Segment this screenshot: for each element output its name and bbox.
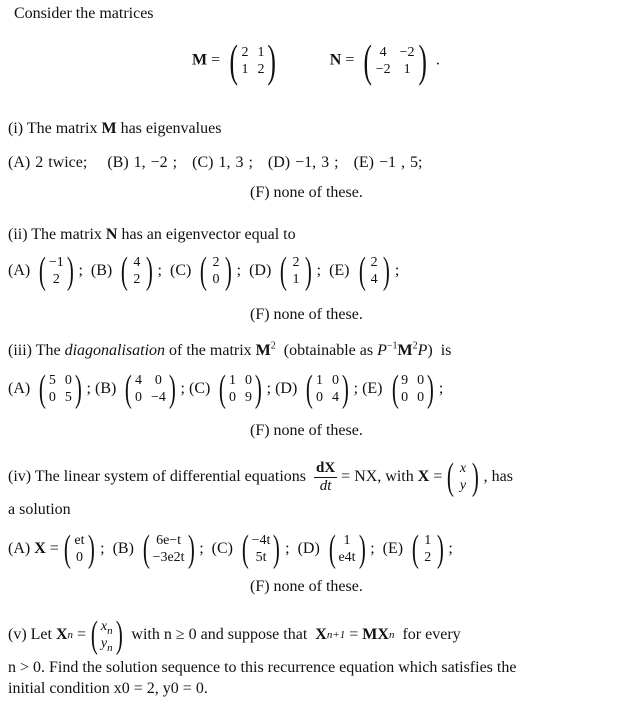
- q2-option-c[interactable]: (C) ( 2 0 ) ;: [169, 250, 242, 292]
- q4-x-vector: ( x y ): [447, 456, 479, 498]
- matrix-m: ( 2 1 1 2 ): [229, 35, 277, 86]
- q1-option-a[interactable]: (A) 2 twice;: [8, 154, 88, 171]
- q3-option-e[interactable]: (E) ( 9 0 0 0 ) ;: [362, 368, 444, 410]
- q5-line3: initial condition x0 = 2, y0 = 0.: [8, 680, 208, 697]
- q3-options: [8, 367, 443, 411]
- matrix-m-label: M: [192, 51, 208, 69]
- q4-prompt: (iv) The linear system of differential equations $\frac{dX}{dt}$ = NX, with X = ( x y ) , has: [8, 456, 513, 498]
- q4-option-e[interactable]: (E) ( 1 2 ) ;: [382, 528, 453, 570]
- matrix-n-label: N: [329, 51, 342, 69]
- q5-xn-vector: ( $x_n$ $y_n$ ): [90, 614, 123, 656]
- q3-option-d[interactable]: (D) ( 1 0 0 4 ) ;: [275, 368, 359, 410]
- q3-option-c[interactable]: (C) ( 1 0 0 9 ) ;: [188, 368, 272, 410]
- q4-option-a[interactable]: (A) X = ( et 0 ) ;: [8, 528, 105, 570]
- q2-prompt: (ii) The matrix N has an eigenvector equal to: [8, 226, 296, 243]
- q1-option-b[interactable]: (B) 1, −2 ;: [107, 154, 178, 171]
- q4-options: [8, 525, 453, 573]
- q3-option-a[interactable]: (A) ( 5 0 0 5 ) ;: [8, 368, 91, 410]
- q4-option-d[interactable]: (D) ( 1 e4t ) ;: [297, 528, 375, 570]
- intro-text: Consider the matrices: [14, 5, 154, 22]
- q2-option-f[interactable]: (F) none of these.: [250, 306, 363, 323]
- matrix-n: ( 4 −2 −2 1 ): [363, 35, 427, 86]
- q3-option-b[interactable]: (B) ( 4 0 0 −4 ) ;: [94, 368, 185, 410]
- q2-option-b[interactable]: (B) ( 4 2 ) ;: [90, 250, 162, 292]
- q4-option-b[interactable]: (B) ( 6e−t −3e2t ) ;: [112, 528, 204, 570]
- q1-prompt: (i) The matrix M has eigenvalues: [8, 120, 222, 137]
- q5-prompt: (v) Let X n = ( $x_n$ $y_n$ ) with n ≥ 0 and suppose that X n+1 = MX n for every: [8, 614, 461, 656]
- q1-option-c[interactable]: (C) 1, 3 ;: [192, 154, 253, 171]
- q1-option-f[interactable]: (F) none of these.: [250, 184, 363, 201]
- q5-line2: n > 0. Find the solution sequence to this recurrence equation which satisfies the: [8, 659, 517, 676]
- q4-option-c[interactable]: (C) ( −4t 5t ) ;: [211, 528, 290, 570]
- q2-option-e[interactable]: (E) ( 2 4 ) ;: [329, 250, 400, 292]
- q4-option-f[interactable]: (F) none of these.: [250, 578, 363, 595]
- q2-option-d[interactable]: (D) ( 2 1 ) ;: [249, 250, 322, 292]
- q1-options: [8, 153, 422, 173]
- matrix-definitions: M = ( 2 1 1 2 ) N = ( 4 −2 −2 1 ) .: [192, 35, 440, 86]
- q3-prompt: (iii) The diagonalisation of the matrix $M^2$ (obtainable as $P^{-1}M^2P$) is: [8, 340, 452, 359]
- q2-options: [8, 249, 399, 293]
- q2-option-a[interactable]: (A) ( −1 2 ) ;: [8, 250, 83, 292]
- q4-derivative: $\frac{dX}{dt}$: [315, 459, 336, 494]
- q4-prompt-line2: a solution: [8, 501, 71, 518]
- q1-option-d[interactable]: (D) −1, 3 ;: [267, 154, 339, 171]
- q3-option-f[interactable]: (F) none of these.: [250, 422, 363, 439]
- q1-option-e[interactable]: (E) −1 , 5;: [353, 154, 423, 171]
